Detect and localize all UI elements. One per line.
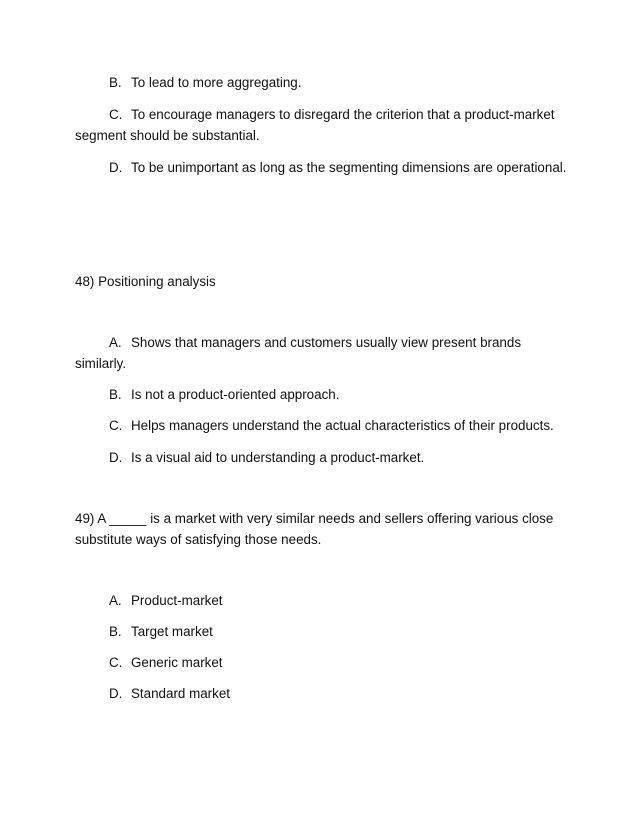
option-text: To encourage managers to disregard the criterion that a product-market segment should be substantial.	[75, 107, 555, 143]
option-letter: D.	[109, 686, 123, 701]
option-letter: A.	[109, 335, 122, 350]
option-text: Standard market	[131, 686, 230, 701]
q48-option-a	[75, 332, 575, 374]
option-text: Helps managers understand the actual characteristics of their products.	[131, 418, 554, 433]
option-letter: B.	[109, 387, 122, 402]
option-letter: B.	[109, 624, 122, 639]
option-text: To be unimportant as long as the segmenting dimensions are operational.	[131, 160, 567, 175]
q49-option-b	[75, 621, 575, 642]
q49-question: 49) A _____ is a market with very similar needs and sellers offering various close substitute ways of satisfying those needs.	[75, 511, 554, 547]
option-text: Is not a product-oriented approach.	[131, 387, 340, 402]
q48-option-d	[75, 447, 575, 468]
q47-option-d	[75, 157, 575, 178]
option-letter: C.	[109, 107, 123, 122]
q47-option-b	[75, 72, 575, 93]
option-text: Product-market	[131, 593, 223, 608]
option-text: Generic market	[131, 655, 223, 670]
option-text: To lead to more aggregating.	[131, 75, 302, 90]
option-letter: C.	[109, 418, 123, 433]
option-letter: D.	[109, 160, 123, 175]
option-letter: C.	[109, 655, 123, 670]
q48-question: 48) Positioning analysis	[75, 274, 216, 289]
option-letter: B.	[109, 75, 122, 90]
q49-option-c	[75, 652, 575, 673]
q49-option-a	[75, 590, 575, 611]
option-text: Target market	[131, 624, 213, 639]
q48-option-b	[75, 384, 575, 405]
option-text: Shows that managers and customers usually view present brands similarly.	[75, 335, 522, 371]
option-letter: A.	[109, 593, 122, 608]
q49-option-d	[75, 683, 575, 704]
option-letter: D.	[109, 450, 123, 465]
option-text: Is a visual aid to understanding a product-market.	[131, 450, 425, 465]
q47-option-c	[75, 104, 575, 146]
q48-option-c	[75, 415, 595, 436]
